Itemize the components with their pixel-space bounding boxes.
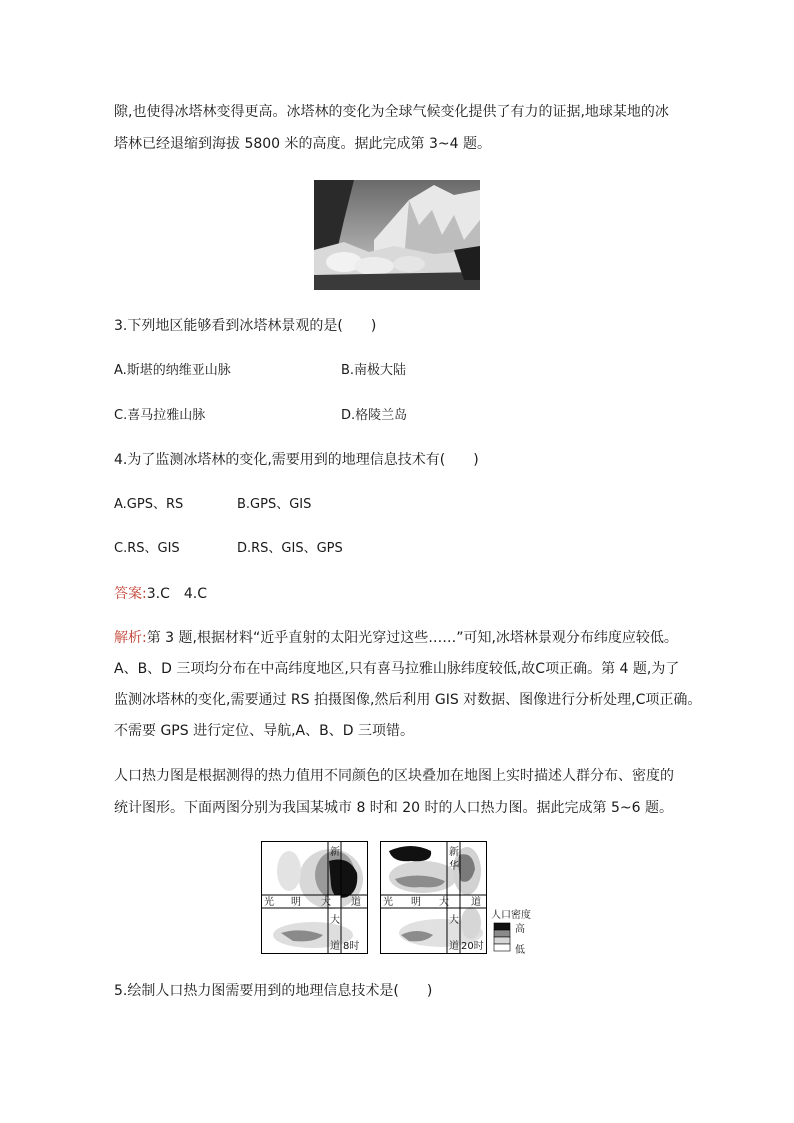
heatmap-intro-line-1: 人口热力图是根据测得的热力值用不同颜色的区块叠加在地图上实时描述人群分布、密度的 <box>114 768 674 784</box>
road-label-hua-right: 华 <box>449 861 459 872</box>
road-label-da-right: 大 <box>439 897 449 908</box>
time-label-8pm: 20时 <box>461 941 484 952</box>
analysis-line-3: 监测冰塔林的变化,需要通过 RS 拍摄图像,然后利用 GIS 对数据、图像进行分析处理,C项正确。 <box>114 692 702 708</box>
road-label-dao-left: 道 <box>351 897 361 908</box>
road-label-dao2-right: 道 <box>449 941 459 952</box>
analysis-text-1: 第 3 题,根据材料“近乎直射的太阳光穿过这些……”可知,冰塔林景观分布纬度应较低。 <box>146 630 678 646</box>
analysis-line-2: A、B、D 三项均分布在中高纬度地区,只有喜马拉雅山脉纬度较低,故C项正确。第 4 题,为了 <box>114 661 680 677</box>
q4-option-c: C.RS、GIS <box>114 541 180 556</box>
answer-value: 3.C 4.C <box>146 586 207 602</box>
intro-line-1: 隙,也使得冰塔林变得更高。冰塔林的变化为全球气候变化提供了有力的证据,地球某地的冰 <box>114 104 669 120</box>
density-legend <box>491 908 531 955</box>
analysis-line-1 <box>114 628 678 648</box>
road-label-dao-right: 道 <box>471 897 481 908</box>
q4-option-d: D.RS、GIS、GPS <box>237 541 343 556</box>
q4-stem: 4.为了监测冰塔林的变化,需要用到的地理信息技术有( ) <box>114 452 479 468</box>
q4-option-a: A.GPS、RS <box>114 497 184 512</box>
q4-option-b: B.GPS、GIS <box>237 497 312 512</box>
road-label-da2-right: 大 <box>449 915 459 926</box>
heatmap-8am <box>261 841 368 954</box>
legend-low: 低 <box>515 945 525 955</box>
legend-high: 高 <box>515 924 525 935</box>
road-label-da2-left: 大 <box>330 915 340 926</box>
q3-option-a: A.斯堪的纳维亚山脉 <box>114 363 231 378</box>
q5-stem: 5.绘制人口热力图需要用到的地理信息技术是( ) <box>114 983 433 999</box>
analysis-line-4: 不需要 GPS 进行定位、导航,A、B、D 三项错。 <box>114 723 414 739</box>
road-label-da-left: 大 <box>321 897 331 908</box>
ice-tower-photo <box>314 180 480 290</box>
road-label-guang-right: 光 <box>383 897 393 908</box>
road-label-dao2-left: 道 <box>330 941 340 952</box>
road-label-hua-left: 华 <box>330 861 340 872</box>
q3-option-d: D.格陵兰岛 <box>341 408 408 423</box>
heatmap-intro-line-2: 统计图形。下面两图分别为我国某城市 8 时和 20 时的人口热力图。据此完成第 5~6 题。 <box>114 800 673 816</box>
answer-label: 答案: <box>114 586 147 602</box>
time-label-8am: 8时 <box>343 941 360 952</box>
q3-option-c: C.喜马拉雅山脉 <box>114 408 206 423</box>
answer-line <box>114 584 207 604</box>
legend-title: 人口密度 <box>491 910 531 921</box>
population-heatmap-figure <box>261 841 541 955</box>
heatmap-8pm <box>380 841 487 954</box>
road-label-xin-right: 新 <box>449 847 459 858</box>
q3-option-b: B.南极大陆 <box>341 363 407 378</box>
q3-stem: 3.下列地区能够看到冰塔林景观的是( ) <box>114 318 377 334</box>
intro-line-2: 塔林已经退缩到海拔 5800 米的高度。据此完成第 3~4 题。 <box>114 136 491 152</box>
analysis-label: 解析: <box>114 630 147 646</box>
road-label-ming-left: 明 <box>291 897 301 908</box>
road-label-guang-left: 光 <box>264 897 274 908</box>
road-label-xin-left: 新 <box>330 847 340 858</box>
road-label-ming-right: 明 <box>411 897 421 908</box>
